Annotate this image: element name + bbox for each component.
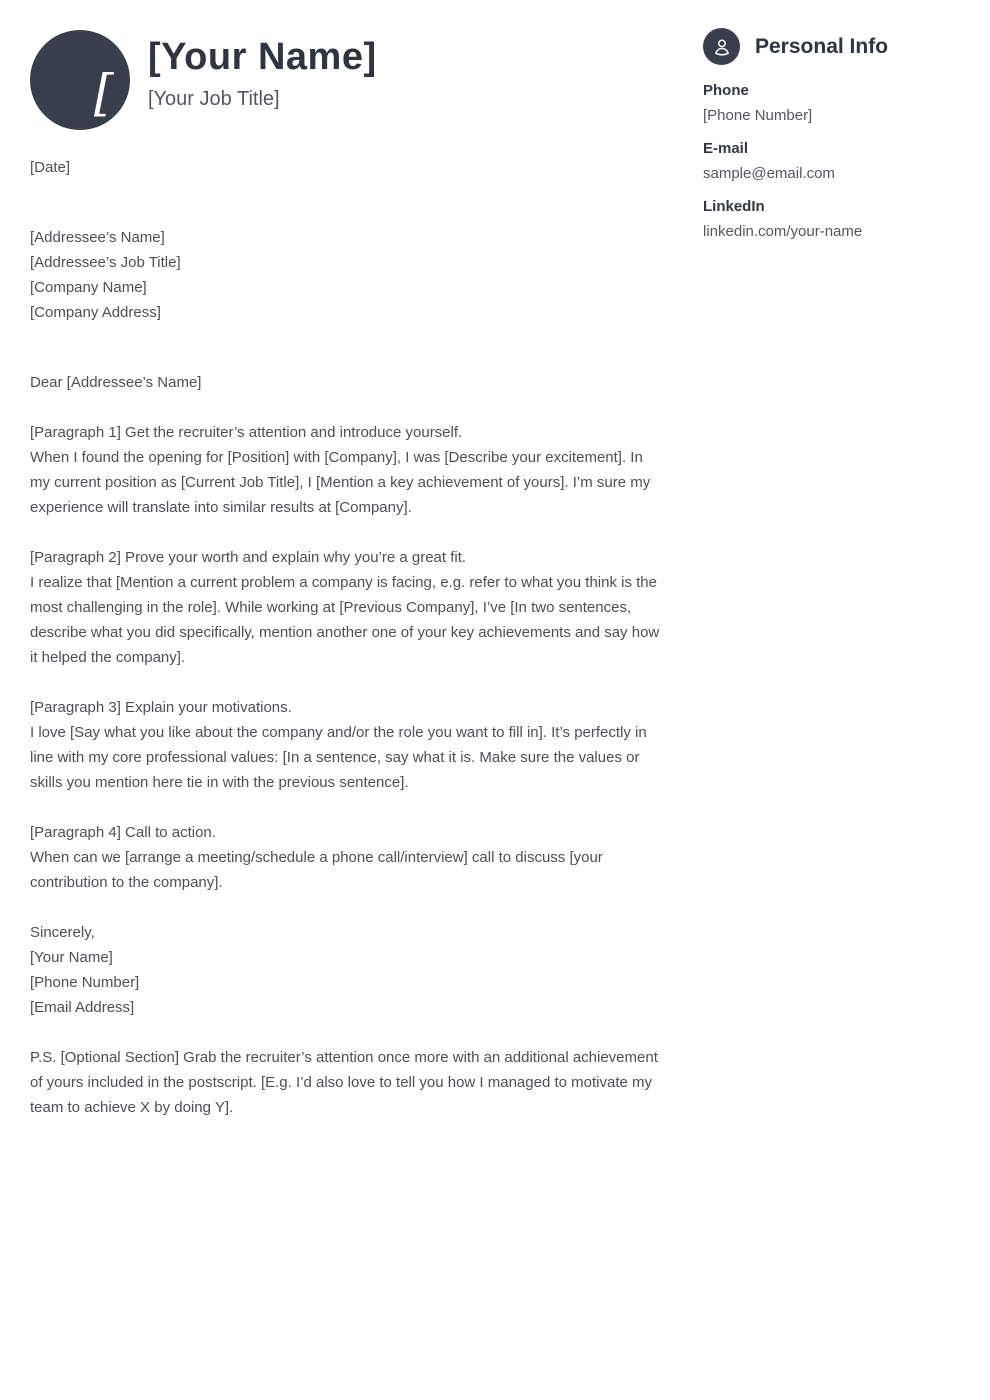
job-title: [Your Job Title] (148, 87, 280, 110)
paragraph-text: I realize that [Mention a current problem a company is facing, e.g. refer to what you think is the most challenging in the role]. While working at [Previous Company], I’ve [In two sentences, describe what you did specifically, mention another one of your key achievements and say how it helped the company]. (30, 574, 660, 666)
sidebar-header (703, 28, 960, 65)
avatar-monogram-glyph: [ (94, 64, 114, 122)
contact-value: [Phone Number] (703, 107, 813, 124)
date-line: [Date] (30, 159, 71, 176)
addressee-line: [Company Name] (30, 279, 147, 296)
sidebar-title: Personal Info (755, 34, 889, 58)
paragraph-heading: [Paragraph 3] Explain your motivations. (30, 699, 292, 716)
contact-value: sample@email.com (703, 165, 835, 182)
signature-line: Sincerely, (30, 924, 95, 941)
contact-section-email (703, 136, 960, 186)
paragraph-4 (30, 820, 664, 895)
letter-body (30, 155, 664, 1120)
contact-value: linkedin.com/your-name (703, 223, 863, 240)
paragraph-1 (30, 420, 664, 520)
contact-sections (703, 78, 960, 244)
paragraph-heading: [Paragraph 2] Prove your worth and explain why you’re a great fit. (30, 549, 467, 566)
paragraph-text: When can we [arrange a meeting/schedule a phone call/interview] call to discuss [your contribution to the company]. (30, 849, 603, 891)
paragraph-heading: [Paragraph 4] Call to action. (30, 824, 216, 841)
paragraph-text: When I found the opening for [Position] with [Company], I was [Describe your excitement]. In my current position as [Current Job Title], I [Mention a key achievement of yours]. I’m sure my experience will translate into similar results at [Company]. (30, 449, 651, 516)
person-icon (703, 28, 740, 65)
paragraph-text: I love [Say what you like about the company and/or the role you want to fill in]. It’s perfectly in line with my core professional values: [In a sentence, say what it is. Make sure the values or skills you mention here tie in with the previous sentence]. (30, 724, 647, 791)
signature-line: [Your Name] (30, 949, 113, 966)
header (148, 36, 377, 111)
addressee-line: [Addressee’s Name] (30, 229, 165, 246)
signature-block (30, 920, 664, 1020)
postscript: P.S. [Optional Section] Grab the recruiter’s attention once more with an additional achievement of yours included in the postscript. [E.g. I’d also love to tell you how I managed to motivate my team to achieve X by doing Y]. (30, 1049, 658, 1116)
avatar (30, 30, 130, 130)
page-title-name: [Your Name] (148, 36, 377, 78)
contact-label: LinkedIn (703, 198, 765, 215)
addressee-line: [Company Address] (30, 304, 161, 321)
contact-label: Phone (703, 82, 749, 99)
signature-line: [Phone Number] (30, 974, 140, 991)
salutation: Dear [Addressee’s Name] (30, 374, 202, 391)
contact-section-linkedin (703, 194, 960, 244)
paragraph-2 (30, 545, 664, 670)
paragraph-3 (30, 695, 664, 795)
paragraph-heading: [Paragraph 1] Get the recruiter’s attention and introduce yourself. (30, 424, 463, 441)
addressee-block (30, 225, 664, 325)
signature-line: [Email Address] (30, 999, 135, 1016)
contact-section-phone (703, 78, 960, 128)
addressee-line: [Addressee’s Job Title] (30, 254, 181, 271)
contact-label: E-mail (703, 140, 749, 157)
personal-info-sidebar (703, 28, 960, 252)
